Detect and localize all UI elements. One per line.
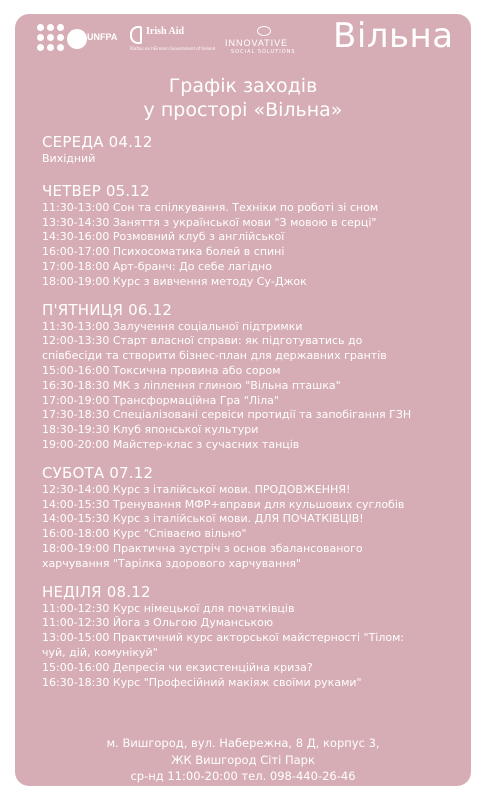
address-line: м. Вишгород, вул. Набережна, 8 Д, корпус 3, xyxy=(106,736,380,750)
innovative-social-solutions-logo xyxy=(225,26,305,54)
event-line: 14:00-15:30 Курс з італійської мови. ДЛЯ ПОЧАТКІВЦІВ! xyxy=(42,512,364,526)
event-line: 11:00-12:30 Курс німецької для початківців xyxy=(42,601,295,615)
event-line: 12:00-13:30 Старт власної справи: як підготуватись до xyxy=(42,334,363,348)
day-thursday xyxy=(42,181,462,290)
harp-icon xyxy=(130,26,142,44)
unfpa-dots-icon xyxy=(37,24,65,52)
event-line: 11:30-13:00 Сон та спілкування. Техніки по роботі зі сном xyxy=(42,200,379,214)
poster-card xyxy=(15,14,471,786)
event-line: 16:30-18:30 Курс "Професійний макіяж своїми руками" xyxy=(42,675,362,689)
event-line: 16:30-18:30 МК з ліплення глиною "Вільна пташка" xyxy=(42,378,341,392)
event-line: 19:00-20:00 Майстер-клас з сучасних танців xyxy=(42,437,300,451)
event-line: 15:00-16:00 Токсична провина або сором xyxy=(42,363,281,377)
social-solutions-wordmark: SOCIAL SOLUTIONS xyxy=(231,49,296,55)
schedule xyxy=(42,132,462,700)
day-heading: ЧЕТВЕР 05.12 xyxy=(42,181,150,200)
event-line: 14:00-15:30 Тренування МФР+вправи для кульшових суглобів xyxy=(42,497,405,511)
event-line: Вихідний xyxy=(42,152,96,165)
event-line: 18:00-19:00 Практична зустріч з основ збалансованого xyxy=(42,541,363,555)
ring-icon xyxy=(257,26,271,36)
event-line: 13:30-14:30 Заняття з української мови "З мовою в серці" xyxy=(42,215,377,229)
event-line: 11:00-12:30 Йога з Ольгою Думанською xyxy=(42,616,274,630)
unfpa-logo xyxy=(37,24,118,56)
vilna-logo: Вільна xyxy=(333,16,454,56)
irish-aid-logo xyxy=(130,24,216,56)
event-line: харчування "Тарілка здорового харчування" xyxy=(42,556,302,570)
day-saturday xyxy=(42,463,462,572)
page-title xyxy=(15,74,471,122)
event-line: 18:30-19:30 Клуб японської культури xyxy=(42,423,259,437)
event-line: 15:00-16:00 Депресія чи екзистенційна криза? xyxy=(42,660,313,674)
hours-phone-line: ср-нд 11:00-20:00 тел. 098-440-26-46 xyxy=(130,769,356,783)
day-friday xyxy=(42,300,462,453)
innovative-wordmark: INNOVATIVE xyxy=(225,38,289,48)
title-line-2: у просторі «Вільна» xyxy=(143,99,343,121)
event-line: 17:00-18:00 Арт-бранч: До себе лагідно xyxy=(42,259,272,273)
event-line: 11:30-13:00 Залучення соціальної підтримки xyxy=(42,319,303,333)
event-line: 14:30-16:00 Розмовний клуб з англійської xyxy=(42,230,285,244)
day-sunday xyxy=(42,582,462,691)
unfpa-wordmark: UNFPA xyxy=(87,32,118,42)
event-line: 16:00-18:00 Курс "Співаємо вільно" xyxy=(42,527,247,541)
day-heading: СУБОТА 07.12 xyxy=(42,463,154,482)
complex-line: ЖК Вишгород Сіті Парк xyxy=(171,752,315,767)
event-line: 17:30-18:30 Спеціалізовані сервіси протидії та запобігання ГЗН xyxy=(42,408,412,422)
event-line: 18:00-19:00 Курс з вивчення методу Су-Джок xyxy=(42,274,307,288)
day-heading: П'ЯТНИЦЯ 06.12 xyxy=(42,300,173,319)
day-heading: СЕРЕДА 04.12 xyxy=(42,133,153,151)
partner-logos xyxy=(15,14,471,66)
un-emblem-icon xyxy=(67,29,87,49)
event-line: 16:00-17:00 Психосоматика болей в спині xyxy=(42,245,285,259)
address-footer xyxy=(15,735,471,785)
event-line: чуй, дій, комунікуй" xyxy=(42,645,158,659)
event-line: 17:00-19:00 Трансформаційна Гра "Ліла" xyxy=(42,393,279,407)
day-wednesday xyxy=(42,132,462,167)
irish-aid-wordmark: Irish Aid xyxy=(146,26,185,37)
event-line: 12:30-14:00 Курс з італійської мови. ПРОДОВЖЕННЯ! xyxy=(42,482,351,496)
event-line: співбесіди та створити бізнес-план для державних грантів xyxy=(42,349,387,363)
event-line: 13:00-15:00 Практичний курс акторської майстерності "Тілом: xyxy=(42,631,405,645)
irish-aid-subtitle: Rialtas na hÉireann Government of Ireland xyxy=(130,46,216,51)
title-line-1: Графік заходів xyxy=(168,75,318,97)
day-heading: НЕДІЛЯ 08.12 xyxy=(42,582,151,601)
